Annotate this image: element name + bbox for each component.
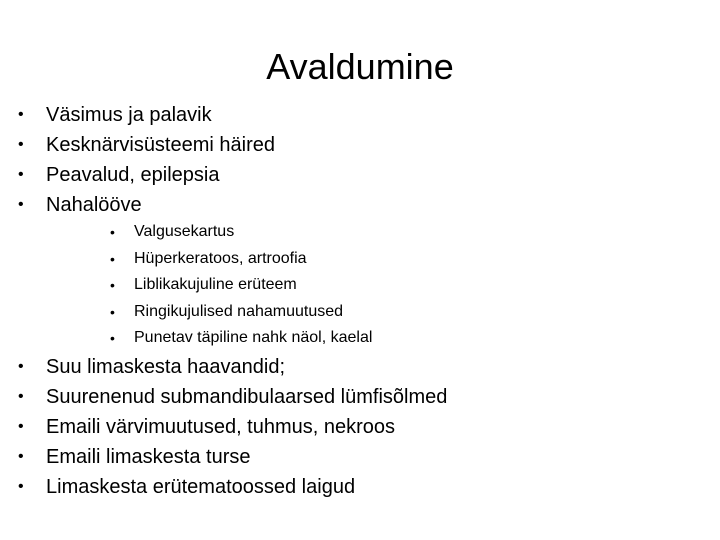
list-item xyxy=(0,352,700,382)
bullet-sublist-rash xyxy=(104,219,704,352)
bullet-icon: • xyxy=(110,303,115,320)
list-item-text: Emaili värvimuutused, tuhmus, nekroos xyxy=(46,416,396,438)
sublist-item-text: Valgusekartus xyxy=(134,223,235,240)
list-item-text: Kesknärvisüsteemi häired xyxy=(46,134,275,156)
sublist-item xyxy=(104,272,704,299)
bullet-icon: • xyxy=(18,478,24,495)
bullet-list-oral xyxy=(0,352,700,502)
bullet-icon: • xyxy=(110,250,115,267)
list-item xyxy=(0,472,700,502)
bullet-icon: • xyxy=(110,277,115,293)
sublist-item-text: Hüperkeratoos, artroofia xyxy=(134,249,307,267)
sublist-item xyxy=(104,246,704,273)
list-item xyxy=(0,190,700,220)
list-item-text: Suurenenud submandibulaarsed lümfisõlmed xyxy=(46,386,448,408)
sublist-item xyxy=(104,325,704,352)
bullet-icon: • xyxy=(18,136,24,153)
bullet-icon: • xyxy=(110,330,115,346)
list-item xyxy=(0,160,700,190)
bullet-icon: • xyxy=(18,196,24,213)
sublist-item-text: Punetav täpiline nahk näol, kaelal xyxy=(134,329,373,346)
list-item-text: Limaskesta erütematoossed laigud xyxy=(46,476,356,498)
list-item xyxy=(0,100,700,130)
list-item xyxy=(0,442,700,472)
bullet-icon: • xyxy=(18,106,24,123)
sublist-item-text: Ringikujulised nahamuutused xyxy=(134,302,344,320)
list-item xyxy=(0,382,700,412)
bullet-icon: • xyxy=(18,418,24,435)
list-item-text: Suu limaskesta haavandid; xyxy=(46,356,286,378)
list-item xyxy=(0,130,700,160)
list-item-text: Väsimus ja palavik xyxy=(46,104,212,126)
sublist-item-text: Liblikakujuline erüteem xyxy=(134,276,297,293)
bullet-icon: • xyxy=(110,224,115,240)
slide-title-text: Avaldumine xyxy=(266,46,454,87)
sublist-item xyxy=(104,299,704,326)
bullet-icon: • xyxy=(18,166,24,183)
list-item-text: Emaili limaskesta turse xyxy=(46,446,251,468)
list-item-text: Nahalööve xyxy=(46,194,142,216)
bullet-icon: • xyxy=(18,388,24,405)
slide-title xyxy=(0,42,720,92)
bullet-list-symptoms xyxy=(0,100,700,220)
sublist-item xyxy=(104,219,704,246)
bullet-icon: • xyxy=(18,358,24,375)
bullet-icon: • xyxy=(18,448,24,465)
list-item xyxy=(0,412,700,442)
list-item-text: Peavalud, epilepsia xyxy=(46,164,220,186)
